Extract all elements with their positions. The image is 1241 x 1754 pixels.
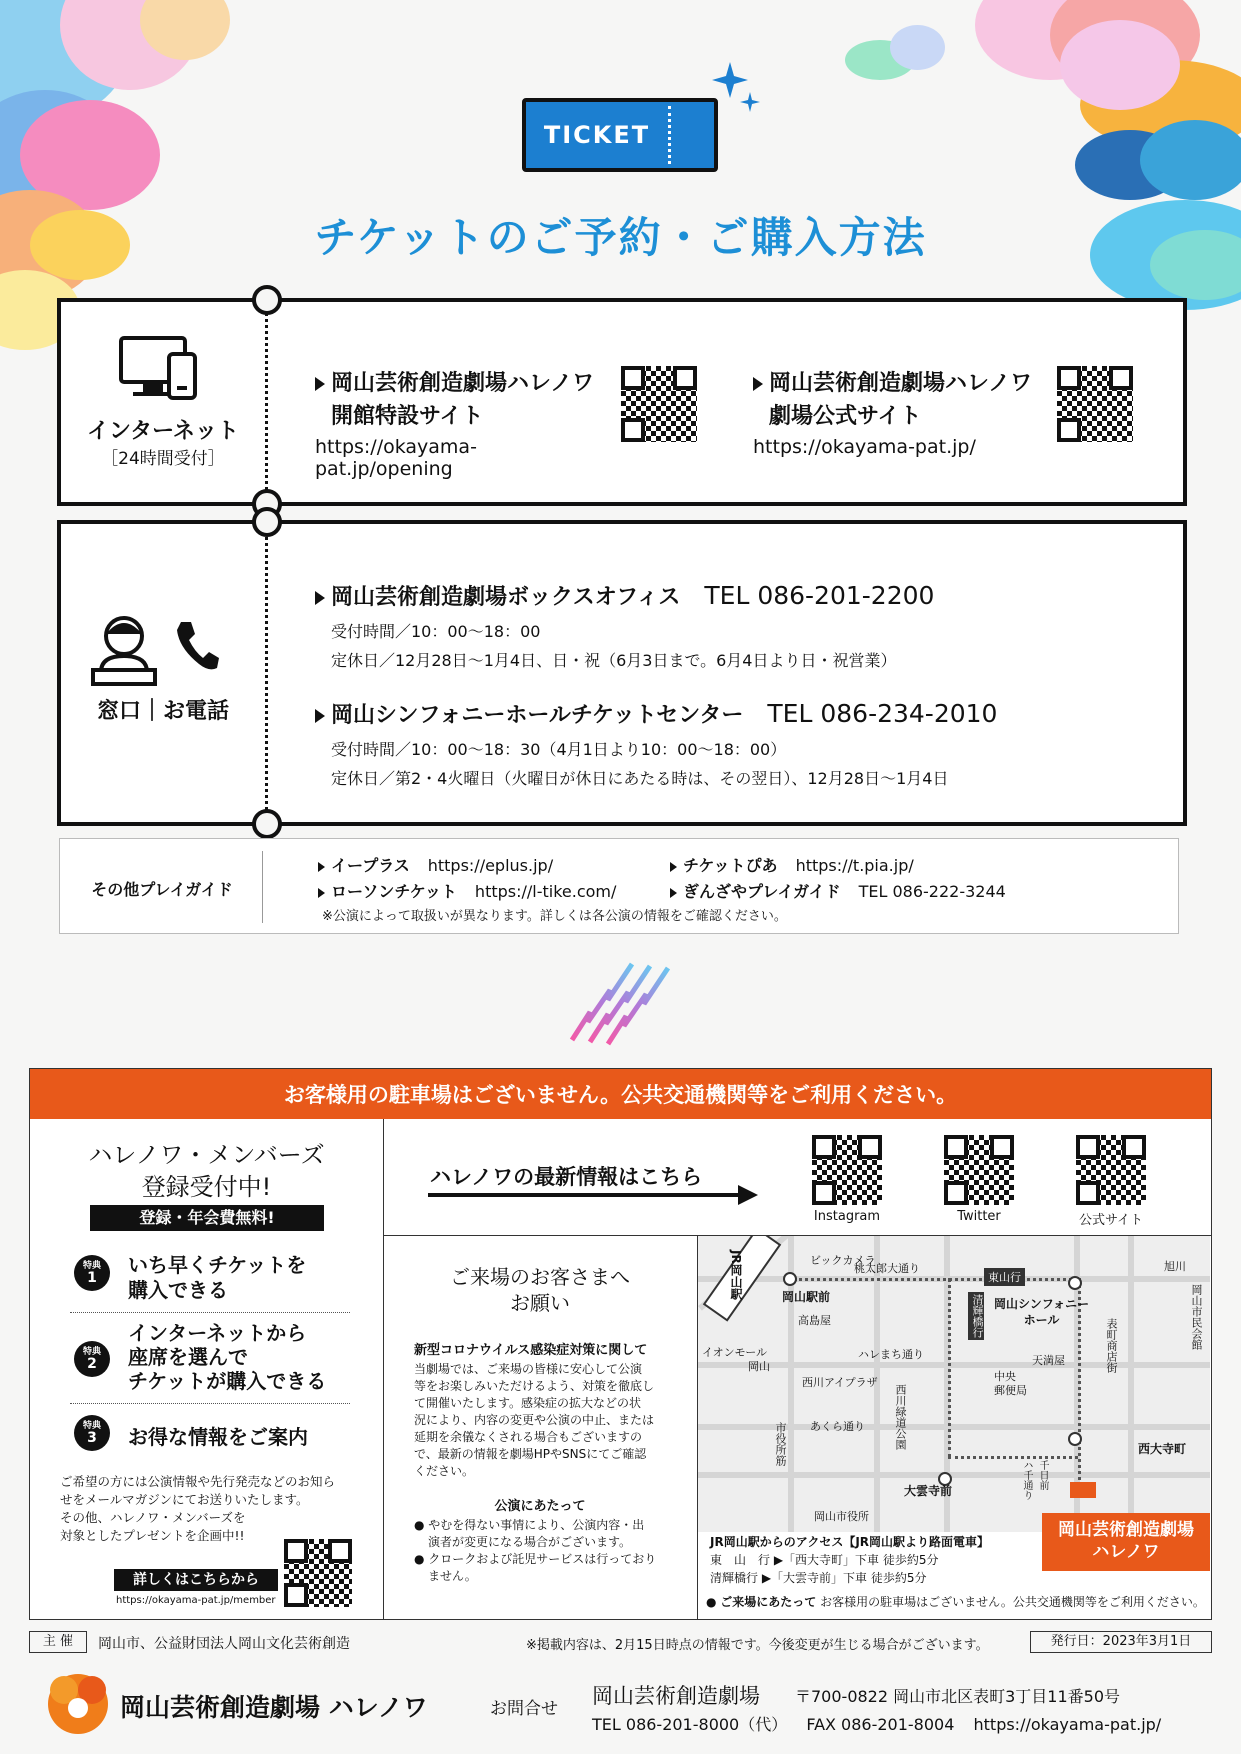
twitter-qr-code[interactable] [944, 1135, 1014, 1205]
site2-qr-code[interactable] [1057, 366, 1133, 442]
organizer: 岡山市、公益財団法人岡山文化芸術創造 [98, 1636, 350, 1652]
guide2-name: チケットぴあ [683, 856, 778, 875]
performance-head: 公演にあたって [494, 1499, 586, 1514]
benefit-badge-2: 特典 2 [74, 1341, 110, 1377]
instagram-label: Instagram [813, 1209, 881, 1224]
members-url[interactable]: https://okayama-pat.jp/member [116, 1595, 276, 1606]
issue-date: 発行日：2023年3月1日 [1030, 1631, 1212, 1653]
access-map [698, 1236, 1210, 1532]
site2-title-l2: 劇場公式サイト [769, 404, 922, 429]
members-desc-l1: ご希望の方には公演情報や先行発売などのお知ら [60, 1474, 336, 1489]
office1-hours: 受付時間／10：00～18：00 [331, 622, 541, 641]
arrow-icon [753, 377, 763, 391]
access-note-head: ご来場にあたって [720, 1595, 817, 1609]
site1-url[interactable]: https://okayama-pat.jp/opening [315, 436, 477, 480]
benefit-2-l2: 座席を選んで [128, 1345, 248, 1369]
omote-shopping-label: 表町商店街 [1105, 1318, 1118, 1373]
covid-text-l3: て開催いたします。感染症の拡大などの状 [414, 1396, 642, 1410]
city-hall-street-label: 市役所筋 [774, 1422, 787, 1466]
site1-title-l1: 岡山芸術創造劇場ハレノワ [331, 371, 595, 396]
access-line2: 清輝橋行 ▶「大雲寺前」下車 徒歩約5分 [710, 1571, 927, 1585]
window-phone-label: 窓口｜お電話 [96, 699, 229, 724]
members-free-label: 登録・年会費無料! [90, 1205, 324, 1231]
official-qr-code[interactable] [1076, 1135, 1146, 1205]
arrow-icon [315, 709, 325, 723]
internet-ticket-box [57, 298, 1187, 506]
covid-text-l5: 延期を余儀なくされる場合もございますの [414, 1430, 643, 1444]
guide3-name: ローソンチケット [331, 882, 457, 901]
benefit-1-l2: 購入できる [128, 1278, 228, 1302]
access-line1: 東 山 行 ▶「西大寺町」下車 徒歩約5分 [710, 1553, 939, 1567]
latest-info-label: ハレノワの最新情報はこちら [430, 1165, 703, 1189]
office2-name: 岡山シンフォニーホールチケットセンター [331, 703, 744, 728]
organizer-label: 主 催 [29, 1631, 87, 1653]
nishigawa-park-label: 西川緑道公園 [894, 1384, 907, 1450]
guide1-name: イープラス [331, 856, 410, 875]
contact-url[interactable]: https://okayama-pat.jp/ [973, 1715, 1162, 1734]
office1-tel[interactable]: TEL 086-201-2200 [704, 581, 935, 610]
guide4-name: ぎんざやプレイガイド [683, 882, 841, 901]
tenmaya-label: 天満屋 [1032, 1354, 1065, 1367]
guide1-info[interactable]: https://eplus.jp/ [427, 856, 554, 875]
internet-label: インターネット [86, 419, 240, 444]
guide3-info[interactable]: https://l-tike.com/ [474, 882, 617, 901]
chuo-post-label: 中央 郵便局 [994, 1370, 1027, 1397]
benefit-1-l1: いち早くチケットを [128, 1253, 307, 1277]
asahi-river-label: 旭川 [1164, 1260, 1186, 1273]
play-guides-box [59, 838, 1179, 934]
benefit-2-l3: チケットが購入できる [128, 1369, 327, 1393]
site1-qr-code[interactable] [621, 366, 697, 442]
sparkle-icon [712, 62, 762, 122]
devices-icon [119, 336, 209, 402]
covid-text-l2: 等をお楽しみいただけるよう、対策を徹底し [414, 1379, 655, 1393]
members-desc-l3: その他、ハレノワ・メンバーズを [60, 1510, 246, 1525]
akura-street-label: あくら通り [810, 1420, 865, 1433]
internet-sub: ［24時間受付］ [101, 449, 225, 469]
request-title-l1: ご来場のお客さまへ [450, 1265, 630, 1289]
latest-arrow [428, 1193, 750, 1197]
senbon-label: 千日前 [1037, 1460, 1048, 1490]
contact-tel[interactable]: TEL 086-201-8000（代） [592, 1715, 788, 1734]
higashiyama-label: 東山行 [984, 1268, 1025, 1286]
members-desc-l4: 対象としたプレゼントを企画中!! [60, 1528, 245, 1543]
covid-text-l7: ください。 [414, 1464, 475, 1478]
site1-title-l2: 開館特設サイト [331, 404, 484, 429]
phone-icon [173, 618, 221, 672]
theater-marker [1070, 1482, 1096, 1498]
office1-closed: 定休日／12月28日～1月4日、日・祝（6月3日まで。6月4日より日・祝営業） [331, 651, 897, 670]
jr-station-label: JR岡山駅 [729, 1250, 743, 1300]
site2-title-l1: 岡山芸術創造劇場ハレノワ [769, 371, 1033, 396]
guide4-info[interactable]: TEL 086-222-3244 [858, 882, 1006, 901]
aeon-label: イオンモール 岡山 [702, 1346, 770, 1373]
arrow-icon [315, 591, 325, 605]
momotaro-street-label: 桃太郎大通り [854, 1262, 920, 1275]
office2-tel[interactable]: TEL 086-234-2010 [767, 699, 998, 728]
benefit-2-l1: インターネットから [128, 1321, 307, 1345]
arrow-icon [315, 377, 325, 391]
kenmin-label: 岡山市民会館 [1190, 1284, 1203, 1350]
zigzag-decoration [560, 950, 680, 1050]
symphony-hall-label: 岡山シンフォニー ホール [994, 1297, 1090, 1327]
benefit-3-text: お得な情報をご案内 [128, 1425, 308, 1449]
counter-staff-icon [91, 612, 157, 688]
okayama-ekimae-label: 岡山駅前 [782, 1290, 831, 1304]
theater-callout: 岡山芸術創造劇場 ハレノワ [1042, 1513, 1210, 1571]
play-guides-note: ※公演によって取扱いが異なります。詳しくは各公演の情報をご確認ください。 [322, 909, 787, 924]
parking-banner: お客様用の駐車場はございません。公共交通機関等をご利用ください。 [30, 1069, 1211, 1119]
covid-text-l4: 況により、内容の変更や公演の中止、または [414, 1413, 655, 1427]
perf-bullet1-l1: やむを得ない事情により、公演内容・出 [428, 1518, 645, 1532]
members-qr-code[interactable] [284, 1539, 352, 1607]
city-hall-label: 岡山市役所 [814, 1510, 869, 1523]
perf-bullet2-l2: ません。 [428, 1569, 477, 1583]
ticket-badge [522, 98, 718, 172]
play-guides-label: その他プレイガイド [91, 880, 233, 899]
nishigawa-iplaza-label: 西川アイプラザ [802, 1376, 878, 1389]
daiunji-label: 大雲寺前 [904, 1484, 953, 1498]
access-head: JR岡山駅からのアクセス【JR岡山駅より路面電車】 [710, 1535, 990, 1549]
logo-text: 岡山芸術創造劇場 ハレノワ [120, 1693, 428, 1722]
contact-name: 岡山芸術創造劇場 [592, 1684, 760, 1708]
official-site-label: 公式サイト [1078, 1213, 1144, 1228]
benefit-badge-1: 特典 1 [74, 1255, 110, 1291]
office2-closed: 定休日／第2・4火曜日（火曜日が休日にあたる時は、その翌日）、12月28日～1月4日 [331, 769, 949, 788]
twitter-label: Twitter [957, 1209, 1001, 1224]
window-phone-ticket-box [57, 520, 1187, 826]
takashimaya-label: 高島屋 [798, 1314, 831, 1327]
members-subtitle: 登録受付中! [141, 1173, 272, 1201]
covid-text-l6: で、最新の情報を劇場HPやSNSにてご確認 [414, 1447, 647, 1461]
site2-url[interactable]: https://okayama-pat.jp/ [753, 436, 976, 458]
members-desc-l2: せをメールマガジンにてお送りいたします。 [60, 1492, 309, 1507]
contact-fax: FAX 086-201-8004 [806, 1715, 955, 1734]
hakkou-label: ハ千通り [1021, 1460, 1032, 1500]
info-note: ※掲載内容は、2月15日時点の情報です。今後変更が生じる場合がございます。 [526, 1638, 989, 1653]
request-title-l2: お願い [510, 1291, 570, 1315]
members-title: ハレノワ・メンバーズ [88, 1141, 325, 1169]
office1-name: 岡山芸術創造劇場ボックスオフィス [331, 585, 681, 610]
seiki-label: 清輝橋行 [968, 1292, 984, 1340]
contact-address: 〒700-0822 岡山市北区表町3丁目11番50号 [795, 1687, 1121, 1706]
perf-bullet1-l2: 演者が変更になる場合がございます。 [428, 1535, 632, 1549]
saidaiji-label: 西大寺町 [1138, 1442, 1187, 1456]
hare-street-label: ハレまち通り [858, 1348, 924, 1361]
instagram-qr-code[interactable] [812, 1135, 882, 1205]
access-note: お客様用の駐車場はございません。公共交通機関等をご利用ください。 [820, 1595, 1205, 1609]
covid-head: 新型コロナウイルス感染症対策に関して [414, 1343, 648, 1358]
perf-bullet2-l1: クロークおよび託児サービスは行っており [428, 1552, 657, 1566]
info-panel: お客様用の駐車場はございません。公共交通機関等をご利用ください。 ハレノワ・メンバーズ 登録受付中! 登録・年会費無料! 特典 1 いち早くチケットを 購入できる 特典 2 インターネットから 座席を選んで チケットが購入できる 特典 3 お得な情報をご案内 ご希望の方には公演情報や先行発売などのお知ら せをメールマガジンにてお送りいたします。 その他、ハレノワ・メンバーズを 対象としたプレゼントを企画中!! 詳しくはこちらから https://okayama-pat.jp/member ハレノワの最新情報はこちら Instagram Twitter 公式サイト ご来場のお客さまへ お願い 新型コロナウイルス感染症対策に関して 当劇場では、ご来場の皆様に安心して公演 等をお楽しみいただけるよう、対策を徹底し て開催いたします。感染症の拡大などの状 況により、内容の変更や公演の中止、または 延期を余儀なくされる場合もございますの で、最新の情報を劇場HPやSNSにてご確認 ください。 公演にあたって ● やむを得ない事情により、公演内容・出 演者が変更になる場合がございます。 ● クロークおよび託児サービスは行っており ません。 JR岡山駅 ビックカメラ 岡山駅前 高島屋 桃太郎大通り 東山行 清輝橋行 岡山シンフォニー ホール イオンモール 岡山 西川アイプラザ ハレまち通り あくら通り 西川緑道公園 市役所筋 岡山市役所 大雲寺前 中央 郵便局 天満屋 表町商店街 西大寺町 千日前 ハ千通り 旭川 岡山市民会館 岡山芸術創造劇場 ハレノワ JR岡山駅からのアクセス【JR岡山駅より路面電車】 東 山 行 ▶「西大寺町」下車 徒歩約5分 清輝橋行 ▶「大雲寺前」下車 徒歩約5分 ● ご来場にあたって お客様用の駐車場はございません。公共交通機関等をご利用ください。 [29, 1068, 1212, 1620]
page-title: チケットのご予約・ご購入方法 [314, 213, 927, 262]
benefit-badge-3: 特典 3 [74, 1415, 110, 1451]
contact-label: お問合せ [490, 1699, 558, 1719]
bic-camera-label: ビックカメラ [810, 1254, 876, 1267]
hare-no-wa-logo-icon [40, 1668, 116, 1738]
covid-text-l1: 当劇場では、ご来場の皆様に安心して公演 [414, 1362, 643, 1376]
office2-hours: 受付時間／10：00～18：30（4月1日より10：00～18：00） [331, 740, 787, 759]
ticket-label: TICKET [543, 121, 651, 149]
guide2-info[interactable]: https://t.pia.jp/ [795, 856, 914, 875]
more-info-button[interactable]: 詳しくはこちらから [114, 1569, 278, 1591]
